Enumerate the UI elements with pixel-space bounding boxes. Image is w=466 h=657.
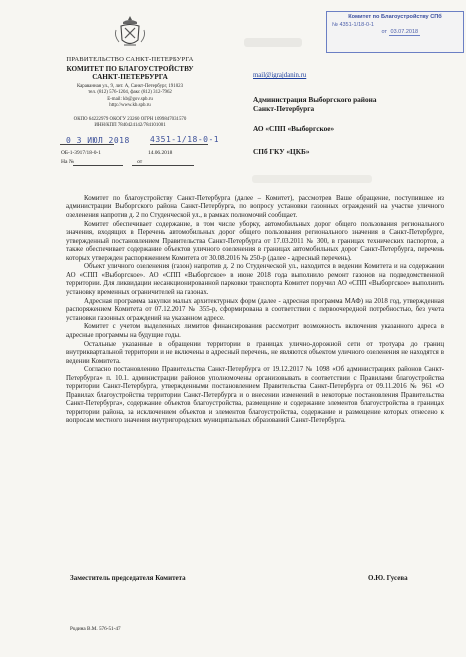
registration-stamp xyxy=(326,11,464,53)
outgoing-number: 4351-1/18-0-1 xyxy=(150,135,220,144)
stamp-date-label: от xyxy=(381,29,387,35)
body-paragraph: Согласно постановлению Правительства Санкт-Петербурга от 19.12.2017 № 1098 «Об администрациях районов Санкт-Петербурга» п. 10.1. администрации районов уполномочены организовывать в соответствии с Правилами благоустройства территории Санкт-Петербурга, утвержденными постановлением Правительства Санкт-Петербурга от 09.11.2016 № 961 «О Правилах благоустройства территории Санкт-Петербурга и о внесении изменений в некоторые постановления Правительства Санкт-Петербурга», содержание объектов благоустройства, размещение и содержание элементов благоустройства в границах территории района, за исключением объектов и элементов благоустройства, содержание и размещение которых отнесено к вопросам местного значения внутригородских муниципальных образований Санкт-Петербурга. xyxy=(66,366,444,425)
signatory-name: О.Ю. Гусева xyxy=(368,574,408,582)
stamp-number: 4351-1/18-0-1 xyxy=(339,22,374,28)
recipient-line: Администрация Выборгского района xyxy=(253,95,377,104)
body-paragraph: Адресная программа закупки малых архитектурных форм (далее - адресная программа МАФ) на 2018 год, утвержденная распоряжением Комитета от 07.12.2017 № 355-р, сформирована в соответствии с первоочередной потребностью, без учета установки газонных ограждений на указанном адресе. xyxy=(66,297,444,322)
registration-codes xyxy=(52,117,208,130)
recipient-org-ckb: СПб ГКУ «ЦКБ» xyxy=(253,147,310,156)
stamp-number-row xyxy=(332,22,458,28)
committee-address xyxy=(55,84,205,109)
reply-date: 14.06.2018 xyxy=(148,150,173,156)
reply-reference: ОБ-1-3917/18-0-1 xyxy=(61,150,101,156)
committee-line: САНКТ-ПЕТЕРБУРГА xyxy=(92,73,168,82)
recipient-org-spp: АО «СПП «Выборгское» xyxy=(253,124,335,133)
na-label: На № xyxy=(61,159,75,165)
ot-label: от xyxy=(137,159,143,165)
signatory-position: Заместитель председателя Комитета xyxy=(70,574,186,582)
stamp-date: 03.07.2018 xyxy=(390,29,419,35)
address-line: Караванная ул., 9, лит. А, Санкт-Петербург, 191023 xyxy=(76,84,184,89)
body-paragraph: Объект уличного озеленения (газон) напротив д. 2 по Студенческой ул., находится в ведении Комитета и на содержании АО «СПП «Выборгское». АО «СПП «Выборгское» в июне 2018 года выполнило ремонт газонов на подведомственной территории. Для ликвидации несанкционированной парковки транспорта Комитет поручил АО «СПП «Выборгское» выполнить установку временных ограничителей на газонах. xyxy=(66,263,444,296)
body-paragraph: Комитет с учетом выделенных лимитов финансирования рассмотрит возможность включения указанного адреса в адресные программы на будущие годы. xyxy=(66,323,444,339)
date-underline xyxy=(60,144,114,145)
outgoing-date: 0 3 ИЮЛ 2018 xyxy=(66,136,130,145)
stamp-number-label: № xyxy=(332,22,338,28)
address-line: тел. (812) 576-1204, факс (812) 312-7962 xyxy=(88,90,172,96)
na-underline xyxy=(73,165,123,166)
address-line: E-mail: kb@gov.spb.ru xyxy=(107,96,153,102)
committee-name xyxy=(55,65,205,82)
codes-line: ОКПО 64222979 ОКОГУ 23260 ОГРН 1099847031570 xyxy=(73,117,187,122)
government-name: ПРАВИТЕЛЬСТВО САНКТ-ПЕТЕРБУРГА xyxy=(66,56,194,63)
ot-underline xyxy=(132,165,194,166)
body-paragraph: Комитет по благоустройству Санкт-Петербурга (далее – Комитет), рассмотрев Ваше обращение, поступившее из администрации Выборгского района Санкт-Петербурга, по вопросу установки газонных ограждений на участке уличного озеленения напротив д. 2 по Студенческой ул., в рамках полномочий сообщает. xyxy=(66,195,444,219)
recipient-line: Санкт-Петербурга xyxy=(253,103,315,113)
coat-of-arms-icon xyxy=(113,14,147,50)
letter-body xyxy=(66,195,444,426)
body-paragraph: Остальные указанные в обращении территории в границах улично-дорожной сети от тротуара до границ внутриквартальной территории и не включены в адресный перечень, не являются объектом уличного озеленения не находятся в ведении Комитета. xyxy=(66,340,444,365)
redacted-block xyxy=(252,175,372,183)
codes-line: ИНН/КПП 7840424142/784101001 xyxy=(94,123,166,129)
committee-line: КОМИТЕТ ПО БЛАГОУСТРОЙСТВУ xyxy=(66,65,194,73)
redacted-block xyxy=(244,38,302,47)
number-underline xyxy=(150,144,208,145)
executor-info: Родина В.М. 576-51-47 xyxy=(70,626,121,632)
body-paragraph: Комитет обеспечивает содержание, в том числе уборку, автомобильных дорог общего пользования регионального значения, входящих в Перечень автомобильных дорог общего пользования регионального значения в Санкт-Петербурге, утвержденный постановлением Правительства Санкт-Петербурга от 17.03.2011 № 300, в границах технических паспортов, а также обеспечивает содержание объектов уличного озеленения в границах автомобильных дорог Санкт-Петербурга, перечень которых утвержден распоряжением Комитета от 30.08.2016 № 250-р (далее - адресный перечень). xyxy=(66,220,444,262)
recipient-email-link[interactable]: mail@igrajdanin.ru xyxy=(253,72,307,79)
stamp-org: Комитет по Благоустройству СПб xyxy=(348,14,442,20)
stamp-date-row xyxy=(332,29,458,35)
address-line: http://www.kb.spb.ru xyxy=(109,102,151,108)
recipient-administration xyxy=(253,96,453,113)
